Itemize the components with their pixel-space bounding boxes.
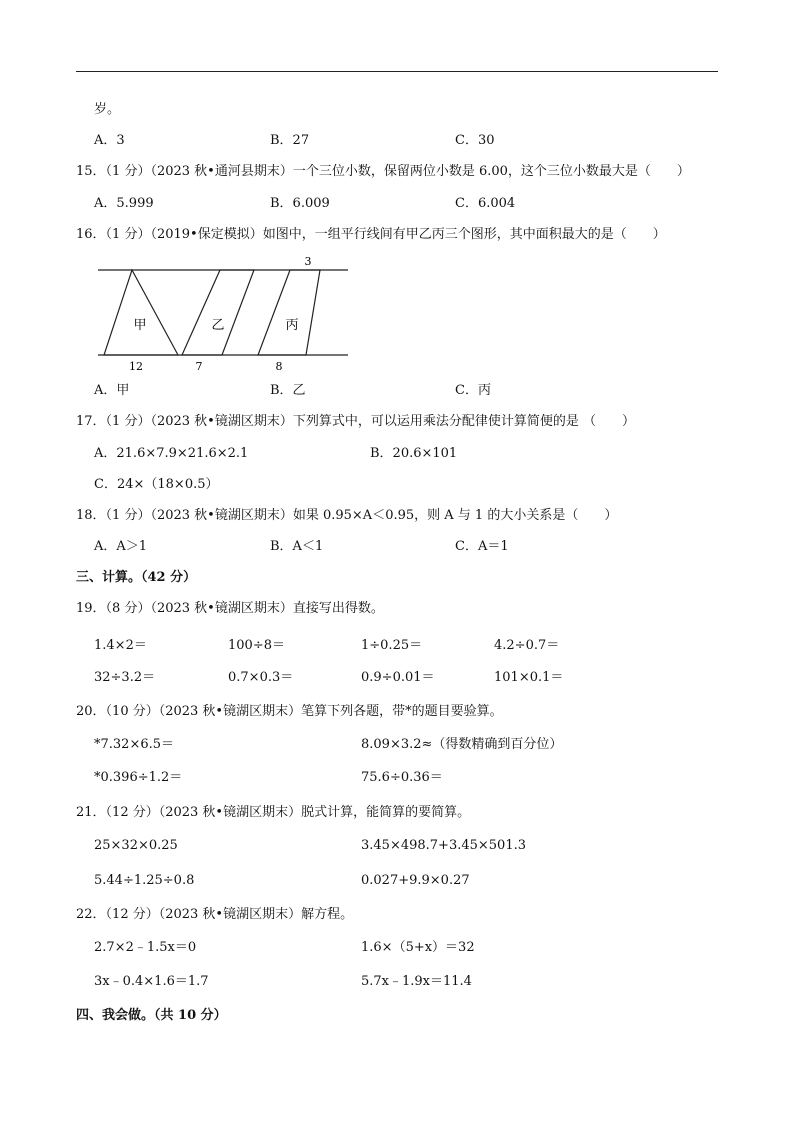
bottom-length-8: 8	[275, 360, 283, 373]
q15-option-a: A．5.999	[94, 196, 154, 211]
q22-item: 3x﹣0.4×1.6＝1.7	[94, 974, 209, 989]
q18-option-b: B．A＜1	[270, 539, 324, 554]
q17-option-c: C．24×（18×0.5）	[94, 477, 219, 492]
parallel-lines-figure	[94, 253, 354, 373]
q19-stem: 19．（8 分）（2023 秋•镜湖区期末）直接写出得数。	[76, 601, 384, 616]
q21-item: 0.027+9.9×0.27	[361, 873, 470, 888]
q17-option-a: A．21.6×7.9×21.6×2.1	[94, 446, 249, 461]
q20-stem: 20．（10 分）（2023 秋•镜湖区期末）笔算下列各题，带*的题目要验算。	[76, 704, 503, 719]
q19-item: 32÷3.2＝	[94, 670, 156, 685]
section-3-title: 三、计算。（42 分）	[76, 570, 197, 585]
label-jia: 甲	[133, 318, 147, 333]
q22-stem: 22．（12 分）（2023 秋•镜湖区期末）解方程。	[76, 907, 354, 922]
q16-option-b: B．乙	[270, 383, 306, 398]
q18-option-a: A．A＞1	[94, 539, 148, 554]
q16-option-a: A．甲	[94, 383, 130, 398]
q16-option-c: C．丙	[455, 383, 491, 398]
q21-stem: 21．（12 分）（2023 秋•镜湖区期末）脱式计算，能简算的要简算。	[76, 805, 471, 820]
q14-option-a: A．3	[94, 133, 125, 148]
q22-item: 1.6×（5+x）＝32	[361, 940, 475, 955]
label-bing: 丙	[285, 318, 299, 333]
q19-item: 1÷0.25＝	[361, 638, 423, 653]
q19-item: 100÷8＝	[228, 638, 285, 653]
q15-option-c: C．6.004	[455, 196, 516, 211]
q22-item: 2.7×2﹣1.5x＝0	[94, 940, 197, 955]
q22-item: 5.7x﹣1.9x＝11.4	[361, 974, 472, 989]
q15-stem: 15．（1 分）（2023 秋•通河县期末）一个三位小数，保留两位小数是 6.00，这个三位小数最大是（ ）	[76, 164, 690, 179]
q14-tail: 岁。	[94, 102, 121, 117]
parallelogram-yi	[182, 270, 254, 355]
q19-item: 4.2÷0.7＝	[494, 638, 560, 653]
q17-option-b: B．20.6×101	[370, 446, 458, 461]
q20-item: *7.32×6.5＝	[94, 737, 175, 752]
trapezoid-bing	[258, 270, 320, 355]
q15-option-b: B．6.009	[270, 196, 330, 211]
q19-item: 101×0.1＝	[494, 670, 564, 685]
triangle-jia	[104, 270, 178, 355]
q18-option-c: C．A＝1	[455, 539, 509, 554]
q21-item: 3.45×498.7+3.45×501.3	[361, 838, 527, 853]
bottom-length-7: 7	[195, 360, 203, 373]
bottom-length-12: 12	[129, 360, 143, 373]
q17-stem: 17．（1 分）（2023 秋•镜湖区期末）下列算式中，可以运用乘法分配律使计算简便的是 （ ）	[76, 414, 635, 429]
q20-item: 8.09×3.2≈（得数精确到百分位）	[361, 737, 563, 752]
q20-item: *0.396÷1.2＝	[94, 770, 183, 785]
top-length-label: 3	[304, 255, 312, 268]
q19-item: 1.4×2＝	[94, 638, 147, 653]
section-4-title: 四、我会做。（共 10 分）	[76, 1008, 227, 1023]
q21-item: 25×32×0.25	[94, 838, 178, 853]
q19-item: 0.7×0.3＝	[228, 670, 294, 685]
q19-item: 0.9÷0.01＝	[361, 670, 435, 685]
q20-item: 75.6÷0.36＝	[361, 770, 443, 785]
q14-option-c: C．30	[455, 133, 495, 148]
label-yi: 乙	[211, 318, 225, 333]
q16-stem: 16．（1 分）（2019•保定模拟）如图中，一组平行线间有甲乙丙三个图形，其中面积最大的是（ ）	[76, 227, 666, 242]
q18-stem: 18．（1 分）（2023 秋•镜湖区期末）如果 0.95×A＜0.95，则 A 与 1 的大小关系是（ ）	[76, 508, 618, 523]
header-rule	[76, 71, 718, 72]
q21-item: 5.44÷1.25÷0.8	[94, 873, 195, 888]
q14-option-b: B．27	[270, 133, 310, 148]
